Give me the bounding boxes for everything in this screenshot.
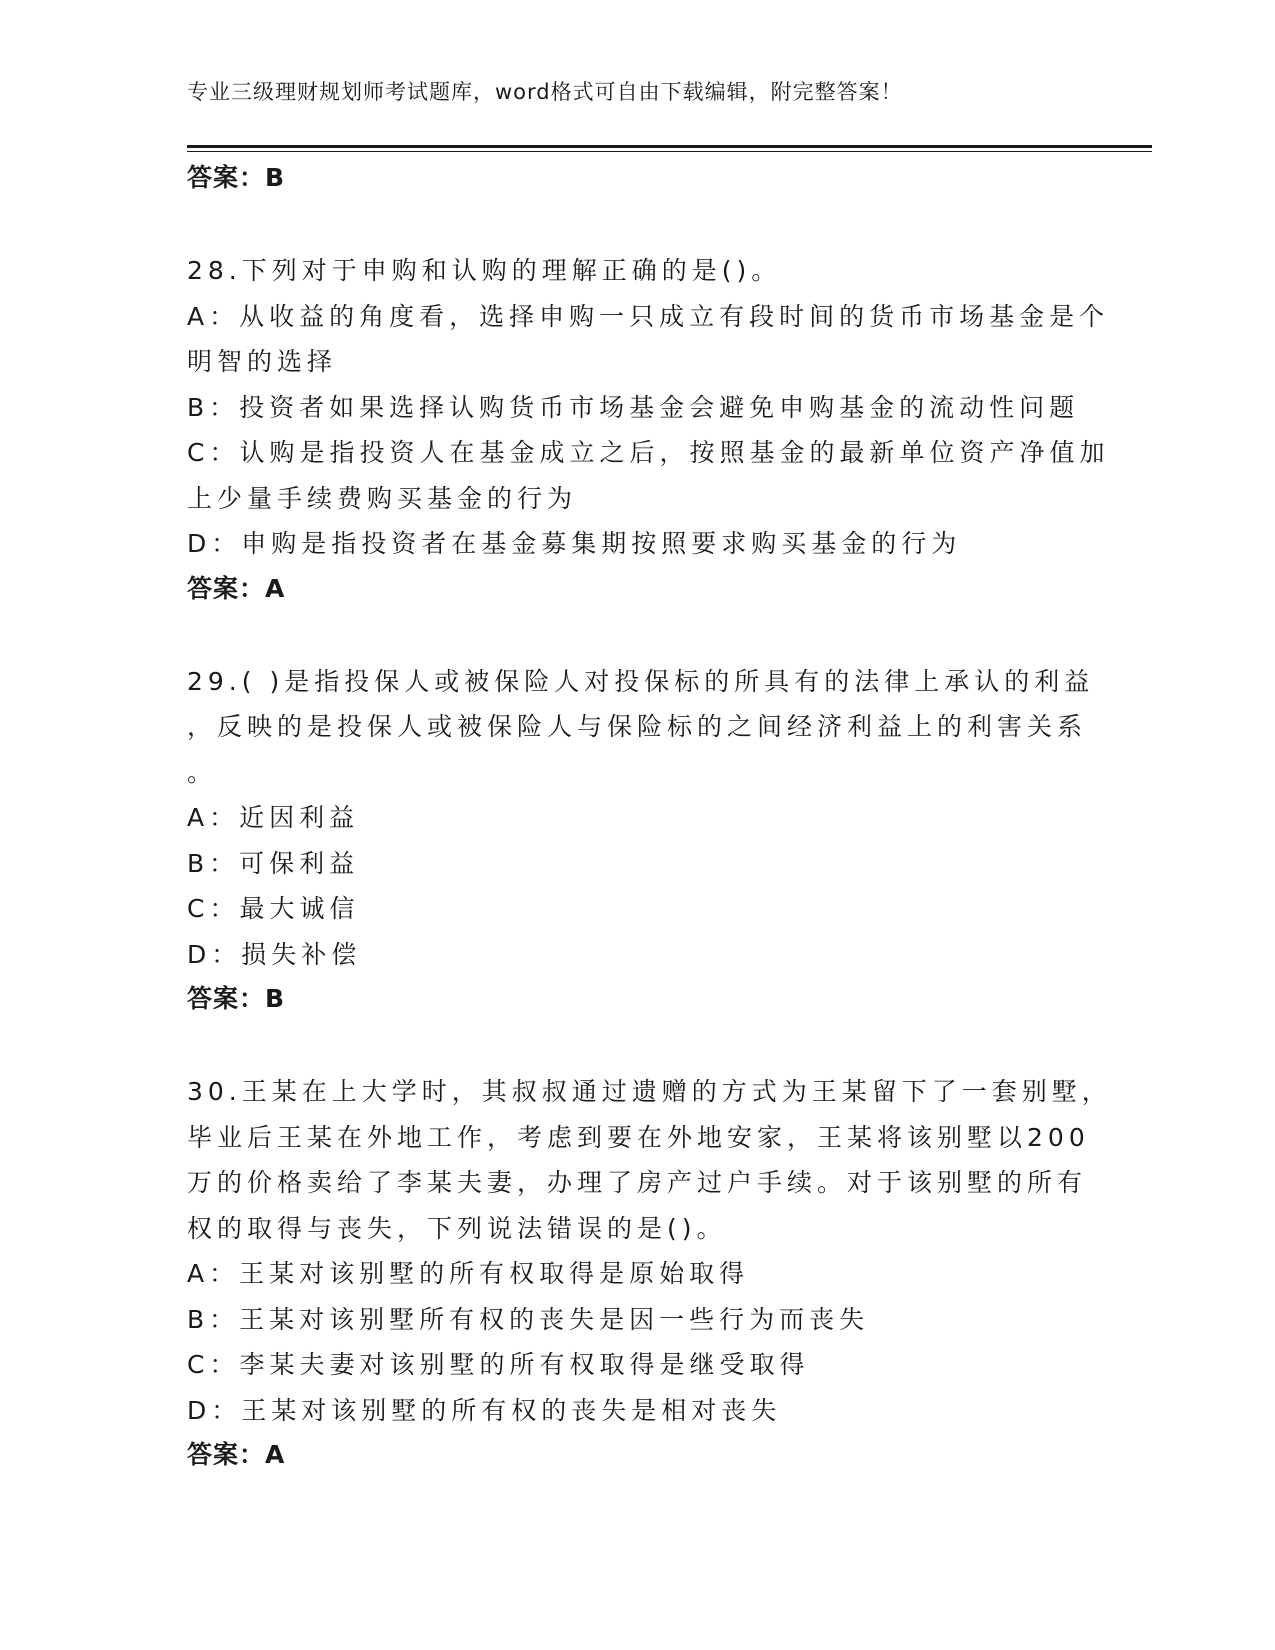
option-a: A：王某对该别墅的所有权取得是原始取得: [187, 1259, 750, 1288]
question-stem: 30.王某在上大学时，其叔叔通过遗赠的方式为王某留下了一套别墅，: [187, 1077, 1112, 1106]
previous-answer: 答案：B: [187, 163, 286, 192]
option-d: D：申购是指投资者在基金募集期按照要求购买基金的行为: [187, 529, 962, 558]
question-stem: 29.( )是指投保人或被保险人对投保标的所具有的法律上承认的利益: [187, 666, 1095, 696]
option-c-continued: 上少量手续费购买基金的行为: [187, 483, 578, 513]
document-body: [187, 156, 1112, 1477]
option-d: D：王某对该别墅的所有权的丧失是相对丧失: [187, 1395, 782, 1425]
question-stem: 28.下列对于申购和认购的理解正确的是()。: [187, 256, 782, 285]
option-b: B：王某对该别墅所有权的丧失是因一些行为而丧失: [187, 1304, 870, 1334]
page-header: 专业三级理财规划师考试题库，word格式可自由下载编辑，附完整答案！: [187, 80, 903, 104]
option-b: B：投资者如果选择认购货币市场基金会避免申购基金的流动性问题: [187, 392, 1080, 422]
question-stem-continued: ，反映的是投保人或被保险人与保险标的之间经济利益上的利害关系: [187, 712, 1088, 741]
answer: 答案：A: [187, 573, 286, 603]
option-b: B：可保利益: [187, 848, 360, 878]
answer: 答案：A: [187, 1440, 286, 1469]
option-c: C：最大诚信: [187, 894, 360, 923]
question-stem-end: 。: [187, 757, 218, 787]
option-a: A：近因利益: [187, 803, 360, 832]
question-30: [187, 1069, 1112, 1477]
answer: 答案：B: [187, 984, 286, 1013]
option-c: C：李某夫妻对该别墅的所有权取得是继受取得: [187, 1350, 810, 1379]
option-d: D：损失补偿: [187, 939, 362, 969]
question-stem-continued: 万的价格卖给了李某夫妻，办理了房产过户手续。对于该别墅的所有: [187, 1168, 1088, 1197]
option-c: C：认购是指投资人在基金成立之后，按照基金的最新单位资产净值加: [187, 438, 1110, 467]
option-a-continued: 明智的选择: [187, 347, 338, 376]
question-28: [187, 248, 1110, 611]
question-29: [187, 659, 1107, 1022]
option-a: A：从收益的角度看，选择申购一只成立有段时间的货币市场基金是个: [187, 301, 1110, 331]
question-stem-end: 权的取得与丧失，下列说法错误的是()。: [187, 1213, 727, 1243]
header-rule-thick: [187, 145, 1152, 148]
header-rule-thin: [187, 151, 1152, 152]
question-stem-continued: 毕业后王某在外地工作，考虑到要在外地安家，王某将该别墅以200: [187, 1122, 1090, 1152]
